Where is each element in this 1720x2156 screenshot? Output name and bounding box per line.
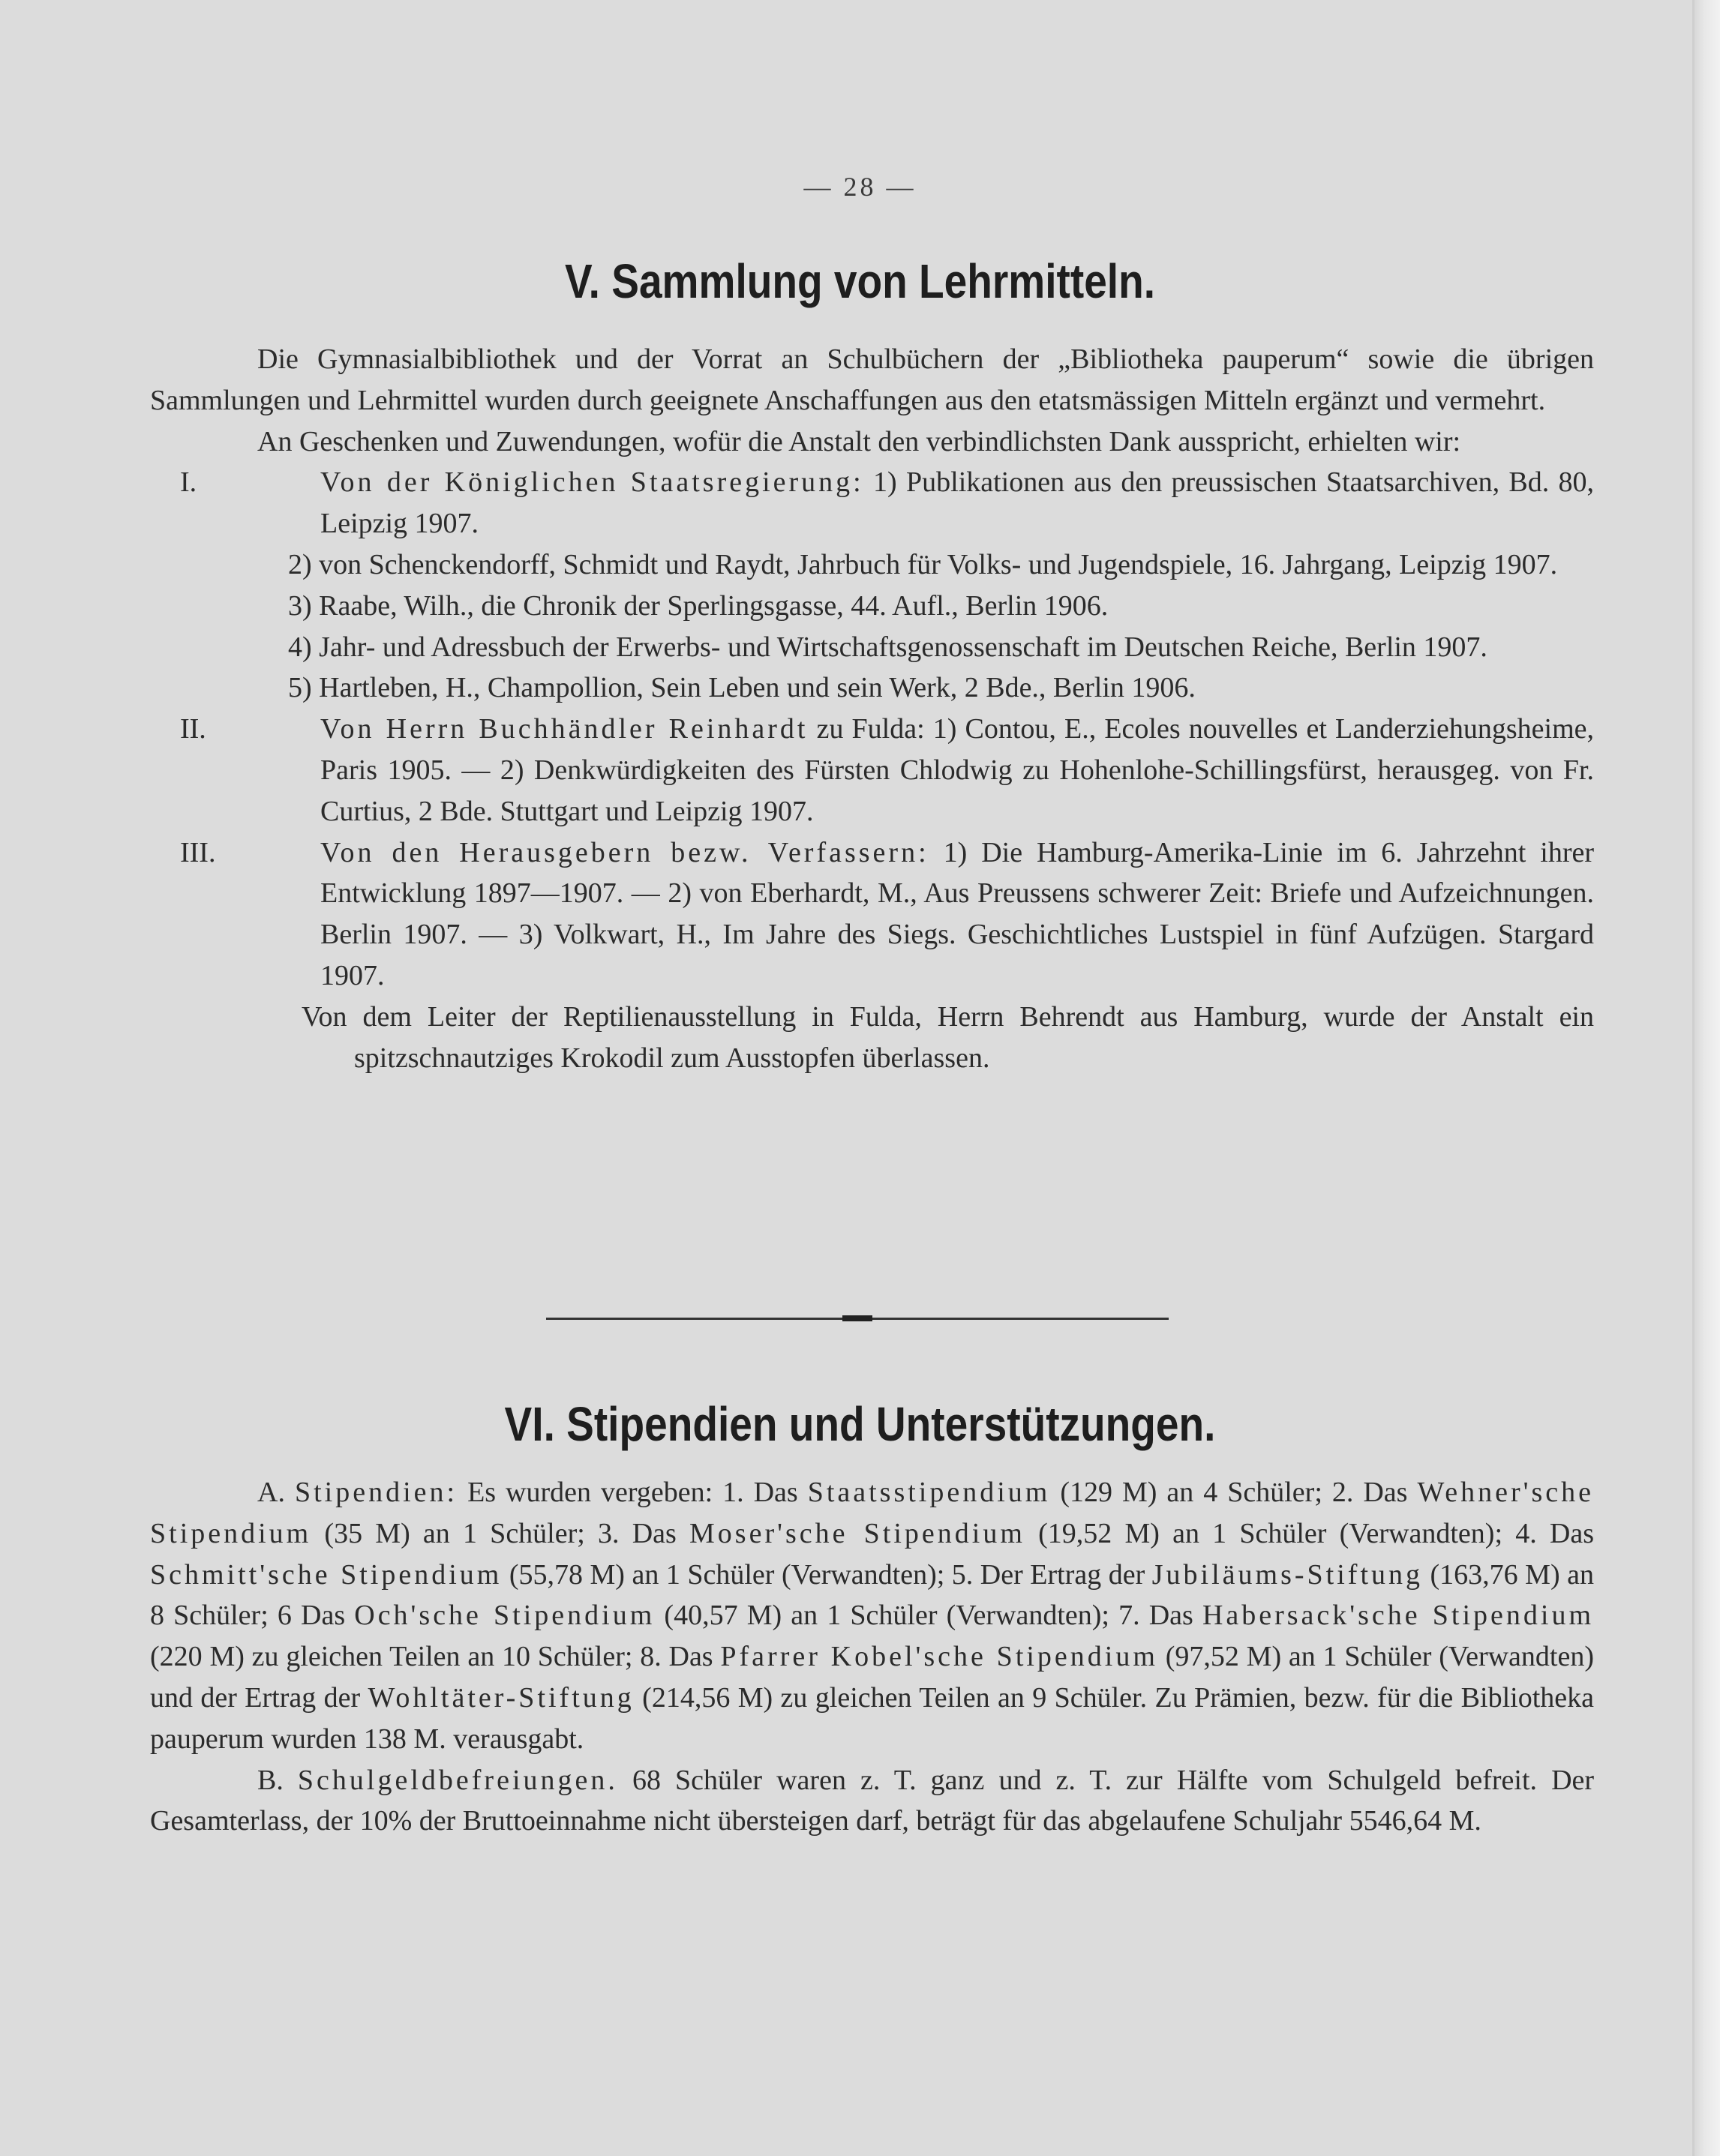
section-title-6: VI. Stipendien und Unterstützungen. xyxy=(504,1397,1216,1451)
stipend-name: Staatsstipendium xyxy=(807,1477,1051,1508)
stipend-name: Moser'sche Stipendium xyxy=(689,1517,1025,1549)
section-5-body xyxy=(150,339,1594,1078)
gift-text: 1) Die Hamburg-Amerika-Linie im 6. Jahrzehnt ihrer Entwicklung 1897—1907. — 2) von Eberhardt, M., Aus Preussens schwerer Zeit: Briefe und Aufzeichnungen. Berlin 1907. — 3) Volkwart, H., Im Jahre des Siegs. Geschichtliches Lustspiel in fünf Aufzügen. Stargard 1907. xyxy=(320,836,1594,991)
stipend-text-part: (35 M) an 1 Schüler; 3. Das xyxy=(311,1517,690,1549)
page-edge xyxy=(1692,0,1720,2156)
stipend-text-part: (163,76 M) an 8 Schüler; 6 Das xyxy=(150,1558,1594,1632)
stipend-name: Habersack'sche Stipendium xyxy=(1202,1600,1595,1632)
gift-subitem: 3) Raabe, Wilh., die Chronik der Sperlingsgasse, 44. Aufl., Berlin 1906. xyxy=(288,589,1109,622)
tuition-label: Schulgeldbefreiungen. xyxy=(297,1764,618,1796)
gift-marker: II. xyxy=(180,713,206,745)
gift-item-3 xyxy=(150,832,1594,997)
gift-item-1 xyxy=(150,462,1594,544)
tuition-marker: B. xyxy=(257,1764,284,1796)
stipend-text-part: (55,78 M) an 1 Schüler (Verwandten); 5. Der Ertrag der xyxy=(502,1558,1152,1591)
tuition-paragraph xyxy=(150,1760,1594,1843)
gift-giver: Von der Königlichen Staatsregierung: xyxy=(320,466,864,499)
gift-subitem: 2) von Schenckendorff, Schmidt und Raydt, Jahrbuch für Volks- und Jugendspiele, 16. Jahrgang, Leipzig 1907. xyxy=(288,548,1558,580)
paragraph: Die Gymnasialbibliothek und der Vorrat an Schulbüchern der „Bibliotheka pauperum“ sowie die übrigen Sammlungen und Lehrmittel wurden durch geeignete Anschaffungen aus den etatsmässigen Mitteln ergänzt und vermehrt. xyxy=(150,343,1594,416)
tuition-text: 68 Schüler waren z. T. ganz und z. T. zur Hälfte vom Schulgeld befreit. Der Gesamterlass, der 10% der Bruttoeinnahme nicht übersteigen darf, beträgt für das abgelaufene Schuljahr 5546,64 M. xyxy=(150,1764,1595,1837)
stipend-marker: A. xyxy=(257,1477,285,1508)
gift-subitem: 5) Hartleben, H., Champollion, Sein Leben und sein Werk, 2 Bde., Berlin 1906. xyxy=(288,672,1196,704)
gift-subitem: 4) Jahr- und Adressbuch der Erwerbs- und Wirtschaftsgenossenschaft im Deutschen Reiche, Berlin 1907. xyxy=(288,631,1487,663)
stipend-name: Wohltäter-Stiftung xyxy=(368,1681,635,1714)
gift-marker: I. xyxy=(180,466,197,499)
section-divider xyxy=(546,1318,1169,1320)
stipend-text-part: (214,56 M) zu gleichen Teilen an 9 Schüler. Zu Prämien, bezw. für die Bibliotheka pauperum wurden 138 M. verausgabt. xyxy=(150,1681,1594,1755)
stipend-name: Schmitt'sche Stipendium xyxy=(150,1558,503,1591)
gift-giver: Von Herrn Buchhändler Reinhardt xyxy=(320,713,809,745)
stipend-text-part: (40,57 M) an 1 Schüler (Verwandten); 7. Das xyxy=(655,1600,1202,1632)
stipend-text-part: (19,52 M) an 1 Schüler (Verwandten); 4. Das xyxy=(1025,1517,1594,1549)
gift-text: zu Fulda: 1) Contou, E., Ecoles nouvelles et Landerziehungsheime, Paris 1905. — 2) Denkwürdigkeiten des Fürsten Chlodwig zu Hohenlohe-Schillingsfürst, herausgeg. von Fr. Curtius, 2 Bde. Stuttgart und Leipzig 1907. xyxy=(320,713,1595,827)
gift-item-2 xyxy=(150,709,1594,832)
stipend-name: Och'sche Stipendium xyxy=(354,1600,656,1632)
stipend-text-part: (129 M) an 4 Schüler; 2. Das xyxy=(1050,1477,1418,1508)
section-6-body xyxy=(150,1472,1594,1842)
stipend-text-part: Es wurden vergeben: 1. Das xyxy=(467,1477,808,1508)
stipend-label: Stipendien: xyxy=(294,1477,458,1508)
stipend-name: Pfarrer Kobel'sche Stipendium xyxy=(720,1641,1158,1673)
divider-ornament xyxy=(842,1315,872,1321)
stipend-text-part: (97,52 M) an 1 Schüler (Verwandten) und der Ertrag der xyxy=(150,1641,1594,1714)
page-number: — 28 — xyxy=(803,172,917,202)
stipend-name: Wehner'sche Stipendium xyxy=(150,1477,1595,1549)
gift-item-4: Von dem Leiter der Reptilienausstellung in Fulda, Herrn Behrendt aus Hamburg, wurde der Anstalt ein spitzschnautziges Krokodil zum Ausstopfen überlassen. xyxy=(302,1000,1594,1074)
paragraph: An Geschenken und Zuwendungen, wofür die Anstalt den verbindlichsten Dank ausspricht, erhielten wir: xyxy=(257,425,1461,457)
stipend-paragraph xyxy=(150,1472,1594,1760)
stipend-name: Jubiläums-Stiftung xyxy=(1151,1558,1423,1591)
section-title-5: V. Sammlung von Lehrmitteln. xyxy=(564,254,1156,308)
stipend-text-part: (220 M) zu gleichen Teilen an 10 Schüler; 8. Das xyxy=(150,1641,721,1673)
gift-text: 1) Publikationen aus den preussischen Staatsarchiven, Bd. 80, Leipzig 1907. xyxy=(320,466,1595,540)
gift-giver: Von den Herausgebern bezw. Verfassern: xyxy=(320,836,929,868)
gift-marker: III. xyxy=(180,836,216,868)
